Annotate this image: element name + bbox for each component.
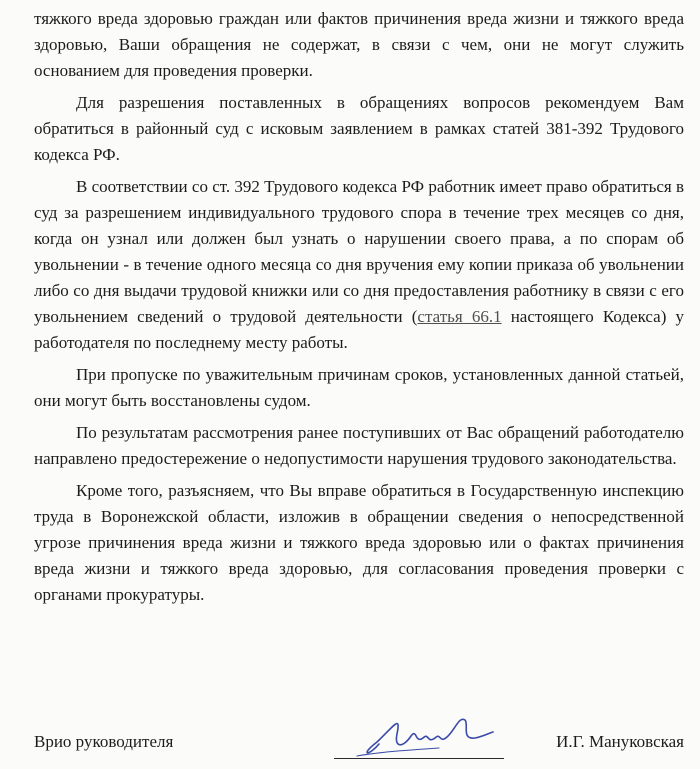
paragraph-3 (34, 174, 684, 356)
paragraph-5: По результатам рассмотрения ранее поступивших от Вас обращений работодателю направлено предостережение о недопустимости нарушения трудового законодательства. (34, 423, 684, 468)
paragraph-4: При пропуске по уважительным причинам сроков, установленных данной статьей, они могут быть восстановлены судом. (34, 365, 684, 410)
paragraph-3-text-end: настоящего Кодекса) у работодателя по последнему месту работы. (34, 307, 684, 352)
handwritten-signature (339, 704, 499, 766)
paragraph-1: тяжкого вреда здоровью граждан или фактов причинения вреда жизни и тяжкого вреда здоровью, Ваши обращения не содержат, в связи с чем, они не могут служить основанием для проведения проверки. (34, 9, 684, 80)
paragraph-6: Кроме того, разъясняем, что Вы вправе обратиться в Государственную инспекцию труда в Воронежской области, изложив в обращении сведения о непосредственной угрозе причинения вреда жизни и тяжкого вреда здоровью или о фактах причинения вреда жизни и тяжкого вреда здоровью, для согласования проведения проверки с органами прокуратуры. (34, 481, 684, 604)
article-66-1-link[interactable]: статья 66.1 (417, 307, 502, 326)
signatory-name: И.Г. Мануковская (556, 732, 684, 751)
signatory-position: Врио руководителя (34, 732, 174, 751)
paragraph-3-text-start: В соответствии со ст. 392 Трудового кодекса РФ работник имеет право обратиться в суд за разрешением индивидуального трудового спора в течение трех месяцев со дня, когда он узнал или должен был узнать о нарушении своего права, а по спорам об увольнении - в течение одного месяца со дня вручения ему копии приказа об увольнении либо со дня выдачи трудовой книжки или со дня предоставления работнику в связи с его увольнением сведений о трудовой деятельности ( (34, 177, 684, 326)
paragraph-2: Для разрешения поставленных в обращениях вопросов рекомендуем Вам обратиться в районный суд с исковым заявлением в рамках статей 381-392 Трудового кодекса РФ. (34, 93, 684, 164)
letter-body (34, 6, 684, 614)
signature-block (34, 726, 684, 766)
